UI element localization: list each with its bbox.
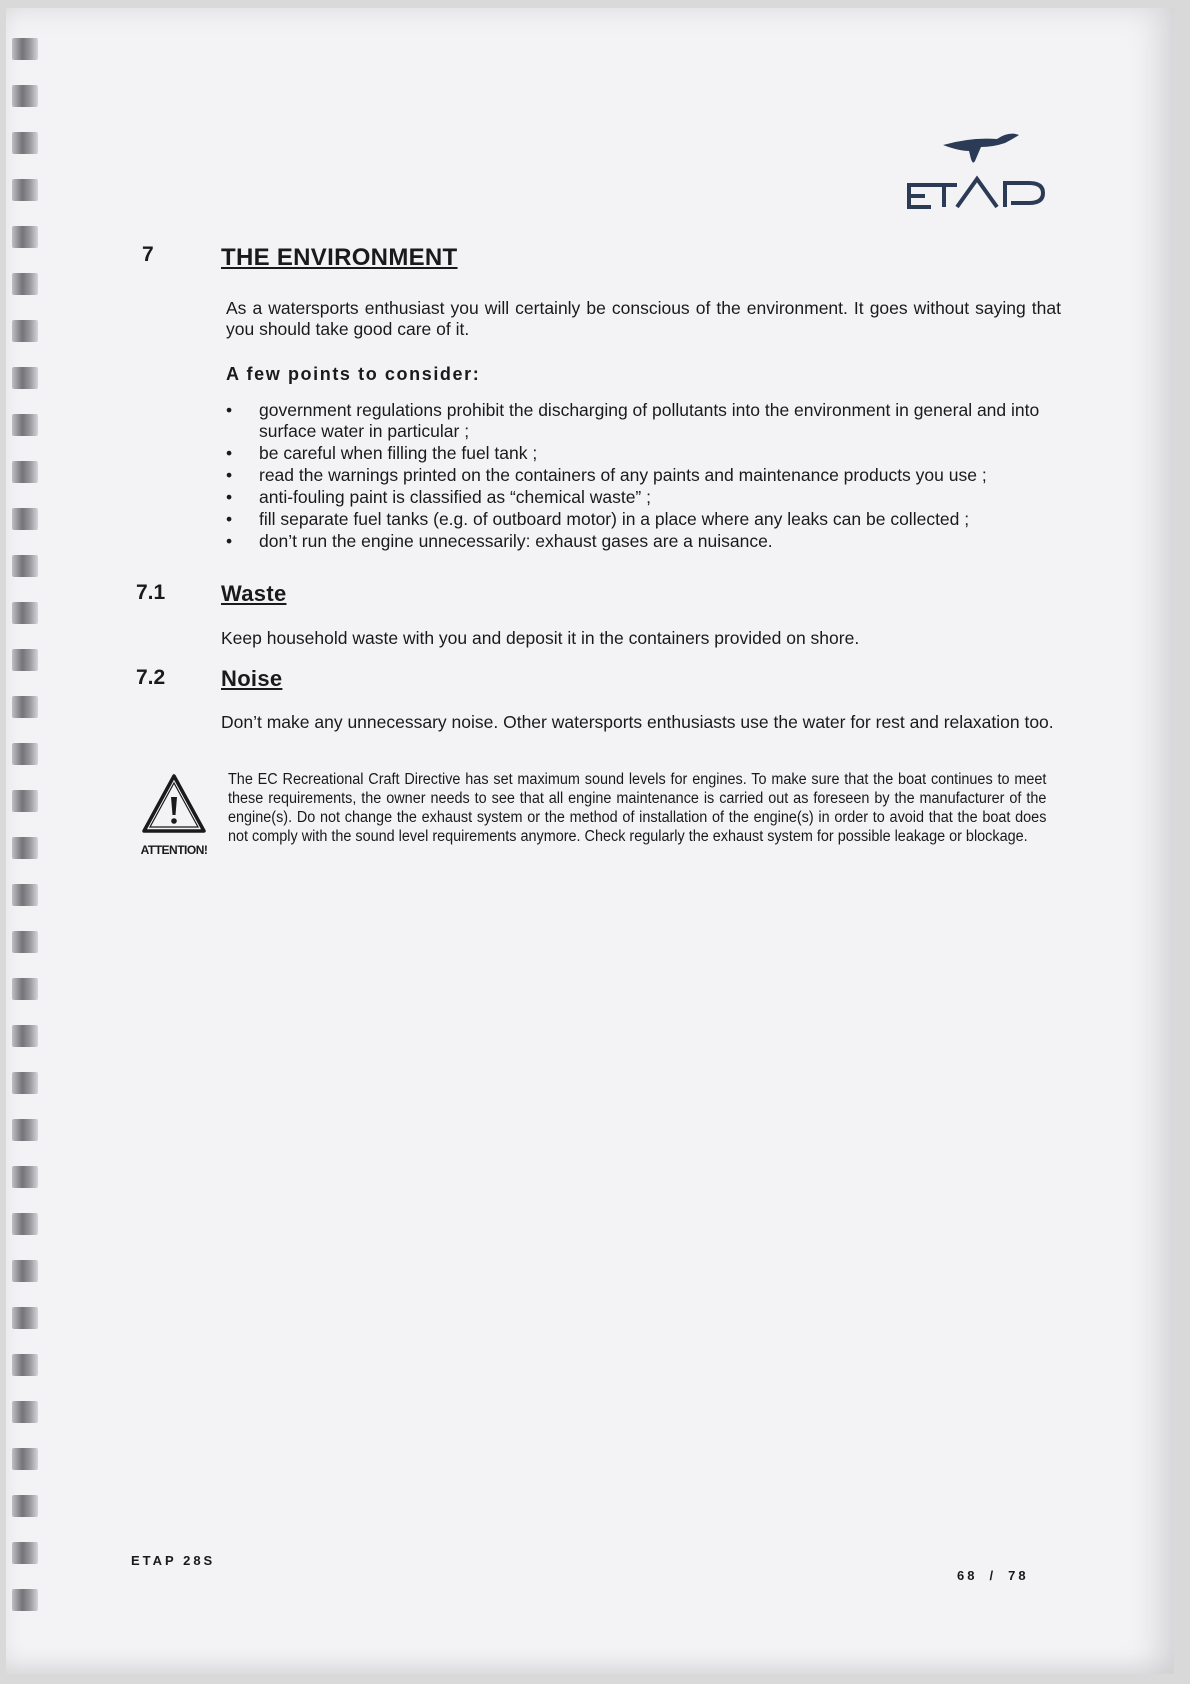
- attention-text: The EC Recreational Craft Directive has set maximum sound levels for engines. To make sure that the boat continues to meet these requirements, the owner needs to see that all engine maintenance is carried out as foreseen by the manufacturer of the engine(s). Do not change the exhaust system or the method of installation of the engine(s) in order to avoid that the boat does not comply with the sound level requirements anymore. Check regularly the exhaust system for possible leakage or blockage.: [228, 771, 1047, 845]
- subheading: A few points to consider:: [226, 364, 481, 384]
- bullet-item: • don’t run the engine unnecessarily: exhaust gases are a nuisance.: [226, 531, 1061, 552]
- binding-hole: [12, 414, 38, 436]
- binding-hole: [12, 1166, 38, 1188]
- binding-hole: [12, 273, 38, 295]
- spiral-binding: [6, 28, 48, 1668]
- warning-triangle-icon: [141, 773, 207, 835]
- binding-hole: [12, 461, 38, 483]
- bullet-item: • be careful when filling the fuel tank ;: [226, 443, 1061, 464]
- binding-hole: [12, 1072, 38, 1094]
- bullet-item: • anti-fouling paint is classified as “chemical waste” ;: [226, 487, 1061, 508]
- page-total: 78: [1008, 1568, 1029, 1583]
- noise-paragraph: Don’t make any unnecessary noise. Other watersports enthusiasts use the water for rest and relaxation too.: [221, 712, 1054, 732]
- subsection-title: Waste: [221, 581, 287, 606]
- etap-logo: [901, 123, 1061, 223]
- subsection-number: 7.1: [136, 581, 166, 604]
- bullet-item: • fill separate fuel tanks (e.g. of outboard motor) in a place where any leaks can be collected ;: [226, 509, 1061, 530]
- binding-hole: [12, 649, 38, 671]
- footer-page-number: [951, 1568, 1035, 1583]
- attention-label: ATTENTION!: [140, 843, 208, 857]
- binding-hole: [12, 1354, 38, 1376]
- bullet-item: • government regulations prohibit the discharging of pollutants into the environment in general and into surface water in particular ;: [226, 400, 1061, 442]
- intro-paragraph: As a watersports enthusiast you will certainly be conscious of the environment. It goes without saying that you should take good care of it.: [226, 298, 1061, 339]
- binding-hole: [12, 1401, 38, 1423]
- binding-hole: [12, 743, 38, 765]
- binding-hole: [12, 226, 38, 248]
- binding-hole: [12, 884, 38, 906]
- binding-hole: [12, 1119, 38, 1141]
- attention-block: [124, 773, 224, 857]
- page-current: 68: [957, 1568, 978, 1583]
- binding-hole: [12, 1448, 38, 1470]
- binding-hole: [12, 696, 38, 718]
- binding-hole: [12, 837, 38, 859]
- binding-hole: [12, 790, 38, 812]
- footer-model: ETAP 28S: [131, 1553, 216, 1568]
- binding-hole: [12, 931, 38, 953]
- points-list: [226, 400, 1061, 553]
- binding-hole: [12, 555, 38, 577]
- binding-hole: [12, 1213, 38, 1235]
- section-title: THE ENVIRONMENT: [221, 244, 458, 271]
- waste-paragraph: Keep household waste with you and deposit it in the containers provided on shore.: [221, 628, 860, 648]
- section-number: 7: [142, 243, 154, 266]
- binding-hole: [12, 132, 38, 154]
- binding-hole: [12, 85, 38, 107]
- binding-hole: [12, 1495, 38, 1517]
- page-separator: /: [989, 1568, 997, 1583]
- subsection-title: Noise: [221, 666, 283, 691]
- binding-hole: [12, 1025, 38, 1047]
- binding-hole: [12, 978, 38, 1000]
- document-page: [6, 8, 1174, 1674]
- bird-icon: [901, 123, 1061, 223]
- subsection-number: 7.2: [136, 666, 166, 689]
- binding-hole: [12, 320, 38, 342]
- binding-hole: [12, 602, 38, 624]
- binding-hole: [12, 508, 38, 530]
- binding-hole: [12, 1260, 38, 1282]
- binding-hole: [12, 38, 38, 60]
- binding-hole: [12, 367, 38, 389]
- binding-hole: [12, 179, 38, 201]
- bullet-item: • read the warnings printed on the containers of any paints and maintenance products you use ;: [226, 465, 1061, 486]
- binding-hole: [12, 1589, 38, 1611]
- binding-hole: [12, 1542, 38, 1564]
- binding-hole: [12, 1307, 38, 1329]
